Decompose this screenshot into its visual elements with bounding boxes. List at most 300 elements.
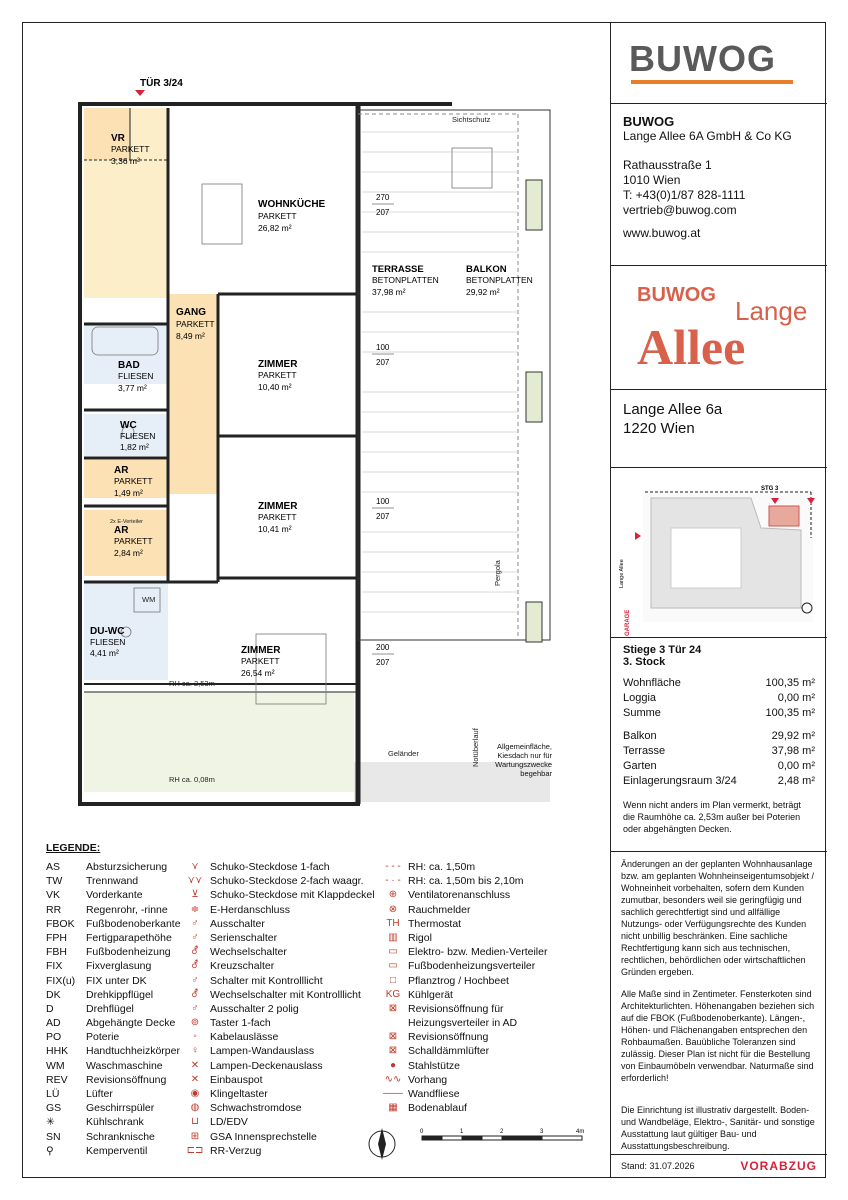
room-floor: PARKETT [176, 319, 215, 329]
legend-abbr: FBH [46, 946, 67, 959]
room-name: AR [114, 465, 129, 476]
legend-item [46, 1087, 186, 1101]
legend-item [180, 988, 380, 1002]
legend-text: Fixverglasung [86, 960, 152, 973]
legend-text: Wandfliese [408, 1088, 460, 1100]
legend-item [46, 959, 186, 973]
legend-symbol-icon: □ [389, 974, 397, 986]
legend-symbol-icon: ⊕ [388, 889, 398, 901]
room-area: 3,36 m² [111, 156, 140, 166]
legend-item [46, 888, 186, 902]
project-logo-lange: Lange [735, 296, 808, 326]
area-value: 29,92 m² [771, 730, 815, 742]
legend-text: Klingeltaster [210, 1088, 268, 1100]
room-area: 2,84 m² [114, 548, 143, 558]
legend-abbr: FIX [46, 960, 63, 973]
address-line1: Lange Allee 6a [623, 401, 723, 418]
scale-north [364, 1122, 604, 1168]
legend-text: LD/EDV [210, 1116, 248, 1129]
area-row [623, 759, 815, 774]
buwog-logo: BUWOG [629, 38, 776, 79]
legend-symbol-icon: ⋎ [191, 861, 199, 872]
legend-item [46, 1044, 186, 1058]
company-street: Rathausstraße 1 [623, 158, 712, 172]
legend-text: Trennwand [86, 875, 139, 888]
legend-text: Handtuchheizkörper [86, 1045, 180, 1058]
room-floor: PARKETT [114, 536, 153, 546]
legend-item [180, 1002, 380, 1016]
legend-symbol-icon: ▭ [388, 946, 398, 958]
legend-symbol-icon: ◍ [190, 1102, 200, 1114]
legend-item [46, 974, 186, 988]
dim-a: 200 [376, 643, 390, 652]
legend-text: Drehkippflügel [86, 988, 154, 1001]
room-name: ZIMMER [258, 359, 298, 370]
legend-abbr: RR [46, 903, 62, 916]
legend-item [180, 945, 380, 959]
legend-item [180, 1073, 380, 1087]
label-wm: WM [142, 595, 156, 604]
legend-text: Schuko-Steckdose 2-fach waagr. [210, 875, 364, 888]
legend-text: Schalldämmlüfter [408, 1045, 490, 1058]
legend-abbr: REV [46, 1073, 68, 1086]
legend-text: Pflanztrog / Hochbeet [408, 974, 509, 987]
legend-item [378, 888, 608, 902]
project-logo-box [611, 266, 827, 390]
note-dims: Alle Maße sind in Zentimeter. Fensterkoten sind Architekturlichten. Höhenangaben beziehen sich auf die FBOK (Fußbodenoberkante). Längen-, Höhen- und Flächenangaben entsprechen den Rohbaumaßen. Bauübliche Toleranzen sind zulässig. Dieser Plan ist nicht für die Bestellung von Einbaumöbeln verwendbar. Naturmaße sind erforderlich! [621, 989, 815, 1083]
info-panel [610, 22, 826, 1178]
legend-item [378, 1087, 608, 1101]
legend-text: Schuko-Steckdose 1-fach [210, 861, 330, 873]
legend-symbol-icon [378, 1016, 408, 1030]
legend-item [378, 988, 608, 1002]
areas-outdoor [623, 729, 815, 789]
legend-text: Taster 1-fach [210, 1017, 271, 1030]
legend-item [180, 931, 380, 945]
legend-text: Kabelauslässe [210, 1031, 279, 1044]
area-label: Einlagerungsraum 3/24 [623, 775, 737, 787]
legend-item [180, 1030, 380, 1044]
buwog-logo-box [611, 22, 827, 104]
legend-symbol-icon: ♂ [191, 931, 199, 943]
scale-tick: 3 [540, 1129, 544, 1135]
legend-col-misc [378, 860, 608, 1115]
legend-abbr: GS [46, 1102, 62, 1115]
legend-symbol-icon: ⊗ [388, 903, 398, 915]
room-floor: BETONPLATTEN [466, 275, 533, 285]
legend-symbol-icon: ∿∿ [384, 1073, 402, 1085]
legend-abbr: D [46, 1002, 54, 1015]
legend-text: Schranknische [86, 1130, 155, 1143]
room-name: WC [120, 420, 137, 431]
legend-item [46, 917, 186, 931]
area-label: Summe [623, 707, 661, 719]
area-value: 0,00 m² [777, 692, 815, 704]
logo-underline [631, 80, 793, 84]
label-rh1: RH ca. 2,53m [169, 679, 215, 688]
legend-item [46, 1101, 186, 1115]
room-floor: FLIESEN [118, 371, 154, 381]
legend-item [378, 945, 608, 959]
legend-symbol-icon: —— [383, 1088, 403, 1099]
legend-item [180, 1144, 380, 1158]
legend-item [180, 903, 380, 917]
company-city: 1010 Wien [623, 173, 681, 187]
room-area: 26,82 m² [258, 223, 292, 233]
legend-item [378, 974, 608, 988]
note-changes: Änderungen an der geplanten Wohnhausanlage bzw. am geplanten Wohnheinseigentumsobjekt / Wohneinheit vorbehalten, sofern dem Kunden zumutbar, besonders weil sie geringfügig und sachlich gerechtfertigt sind und allfällige Nutzungs- oder Verfügungsrechte des Kunden nicht unbillig beschränken. Eine sachliche Rechtfertigung kann sich aus technischen, rechtlichen, behördlichen oder wirtschaftlichen Gründen ergeben. [621, 859, 814, 977]
legend-text: Absturzsicherung [86, 861, 168, 873]
room-floor: PARKETT [241, 656, 280, 666]
label-notueberlauf: Notüberlauf [471, 728, 480, 767]
legend-text: RH: ca. 1,50m bis 2,10m [408, 875, 524, 888]
legend-item [46, 1115, 186, 1129]
label-pergola: Pergola [493, 560, 502, 586]
legend-symbol-icon: ⊠ [388, 1045, 398, 1057]
room-area: 1,82 m² [120, 442, 149, 452]
legend-item [378, 860, 608, 874]
label-gelaender: Geländer [388, 749, 419, 758]
legend-text: E-Herdanschluss [210, 903, 290, 916]
legend-item [378, 1101, 608, 1115]
legend-abbr: AD [46, 1017, 61, 1030]
legend-symbol-icon: ⊠ [388, 1031, 398, 1043]
legend-text: Einbauspot [210, 1073, 263, 1086]
room-floor: BETONPLATTEN [372, 275, 439, 285]
room-name: GANG [176, 307, 206, 318]
label-sichtschutz: Sichtschutz [452, 115, 491, 124]
project-logo-allee: Allee [637, 319, 746, 375]
legend-text: Kemperventil [86, 1144, 148, 1157]
floor-plan [22, 22, 610, 842]
legend-abbr: TW [46, 875, 63, 888]
legend-text: Kühlgerät [408, 988, 453, 1001]
legend-text: Fertigparapethöhe [86, 931, 172, 944]
legend-symbol-icon: ✕ [190, 1073, 200, 1085]
company-box [611, 104, 827, 266]
area-label: Terrasse [623, 745, 666, 757]
legend-text: Ausschalter 2 polig [210, 1002, 299, 1015]
room-name: WOHNKÜCHE [258, 199, 326, 210]
dim-b: 207 [376, 658, 390, 667]
room-floor: PARKETT [111, 144, 150, 154]
legend-title: LEGENDE: [46, 842, 101, 854]
room-area: 1,49 m² [114, 488, 143, 498]
legend-text: Bodenablauf [408, 1102, 467, 1115]
area-label: Wohnfläche [623, 677, 681, 689]
legend-text: Drehflügel [86, 1002, 134, 1015]
room-name: DU-WC [90, 626, 125, 637]
room-name: BAD [118, 360, 140, 371]
legend-text: Vorderkante [86, 889, 143, 902]
legend-symbol-icon: - · - [385, 875, 401, 887]
area-row [623, 691, 815, 706]
siteplan-box [611, 468, 827, 638]
legend-text: Revisionsöffnung [408, 1031, 489, 1044]
legend-text: Schuko-Steckdose mit Klappdeckel [210, 889, 375, 902]
legend-text: Wechselschalter [210, 946, 287, 959]
legend-item [378, 874, 608, 888]
legend-symbol-icon: KG [385, 988, 401, 1000]
legend-symbol-icon: ⚦ [190, 946, 200, 958]
legend-abbr: ✳ [46, 1116, 55, 1129]
entry-arrow-icon [135, 90, 145, 96]
scale-tick: 0 [420, 1129, 424, 1135]
legend-item [378, 1016, 608, 1030]
legend-text: Kühlschrank [86, 1116, 144, 1129]
legend-text: Vorhang [408, 1073, 448, 1086]
area-row [623, 706, 815, 721]
legend-item [46, 1030, 186, 1044]
legend-item [46, 903, 186, 917]
legend-symbol-icon: ● [389, 1059, 397, 1071]
area-label: Balkon [623, 730, 657, 742]
legend-item [180, 1101, 380, 1115]
legend-item [180, 1059, 380, 1073]
area-value: 0,00 m² [777, 760, 815, 772]
legend-item [180, 874, 380, 888]
legend-abbr: PO [46, 1031, 62, 1044]
scale-tick: 2 [500, 1129, 504, 1135]
legend-symbol-icon: ◉ [190, 1088, 200, 1099]
legend-text: RH: ca. 1,50m [408, 861, 476, 873]
legend-symbol-icon: ♂ [191, 974, 199, 986]
legend-symbol-icon: ⊚ [190, 1017, 200, 1029]
dim-b: 207 [376, 512, 390, 521]
room-name: TERRASSE [372, 264, 424, 275]
legend-item [46, 931, 186, 945]
legend-abbr: HHK [46, 1045, 69, 1058]
legend-text: Revisionsöffnung für [408, 1002, 504, 1015]
legend-symbol-icon: - - - [385, 861, 401, 872]
legend-symbol-icon: ⊞ [190, 1130, 200, 1142]
legend-item [180, 1016, 380, 1030]
legend-text: Stahlstütze [408, 1059, 460, 1072]
legend-text: RR-Verzug [210, 1144, 262, 1157]
legend-symbol-icon: ⊠ [388, 1002, 398, 1014]
unit-title: Stiege 3 Tür 24 [623, 644, 702, 656]
room-area: 8,49 m² [176, 331, 205, 341]
address-box [611, 390, 827, 468]
legend-item [180, 1130, 380, 1144]
legend-item [46, 1059, 186, 1073]
legend-text: Rauchmelder [408, 903, 471, 916]
area-row [623, 744, 815, 759]
legend-text: Schwachstromdose [210, 1102, 302, 1115]
room-floor: PARKETT [258, 370, 297, 380]
legend-item [180, 917, 380, 931]
legend-item [180, 1044, 380, 1058]
legend-item [180, 888, 380, 902]
label-allgemeinflaeche: Allgemeinfläche, Kiesdach nur für Wartungszwecke begehbar [495, 742, 552, 778]
dim-b: 207 [376, 358, 390, 367]
legend-abbr: DK [46, 988, 61, 1001]
room-area: 26,54 m² [241, 668, 275, 678]
legend-item [46, 1130, 186, 1144]
legend-item [46, 874, 186, 888]
room-name: AR [114, 525, 129, 536]
legend-symbol-icon: ⚦ [190, 988, 200, 1000]
legend-abbr: FPH [46, 931, 67, 944]
unit-floor: 3. Stock [623, 656, 666, 668]
label-rh2: RH ca. 0,08m [169, 775, 215, 784]
unit-data-box [611, 638, 827, 852]
area-row [623, 774, 815, 789]
legend-symbol-icon: ⊔ [191, 1116, 199, 1128]
legend-item [46, 988, 186, 1002]
legend-symbol-icon: ◦ [193, 1031, 197, 1043]
legend-symbol-icon: ▥ [388, 931, 398, 943]
label-e-verteiler: 2x E-Verteiler [110, 519, 144, 525]
legend-text: Kreuzschalter [210, 960, 275, 973]
legend-symbol-icon: ⋎⋎ [187, 875, 203, 887]
legend-symbol-icon: ♂ [191, 1002, 199, 1014]
company-email[interactable]: vertrieb@buwog.com [623, 203, 737, 217]
legend-item [180, 1115, 380, 1129]
legend-text: Fußbodenheizungsverteiler [408, 960, 536, 973]
legend-symbol-icon: ▭ [388, 960, 398, 972]
legend-abbr: LÜ [46, 1088, 60, 1100]
legend-item [378, 903, 608, 917]
siteplan-map [611, 468, 827, 638]
room-area: 4,41 m² [90, 648, 119, 658]
legend-text: Schalter mit Kontrolllicht [210, 974, 323, 987]
legend-text: Revisionsöffnung [86, 1073, 167, 1086]
legend-item [180, 860, 380, 874]
legend-text: GSA Innensprechstelle [210, 1130, 317, 1143]
room-area: 10,41 m² [258, 524, 292, 534]
legend-symbol-icon: ✕ [190, 1059, 200, 1071]
legend-item [46, 1002, 186, 1016]
footer-box [611, 1154, 827, 1179]
room-floor: FLIESEN [120, 431, 156, 441]
legend-text: Waschmaschine [86, 1059, 163, 1072]
siteplan-street: Lange Allee [619, 559, 625, 588]
legend-item [46, 945, 186, 959]
legend-text: Lampen-Wandauslass [210, 1045, 315, 1058]
legend-text: Thermostat [408, 917, 462, 930]
room-floor: PARKETT [258, 211, 297, 221]
legend-item [378, 1059, 608, 1073]
legend-symbol-icon: TH [386, 917, 400, 929]
room-name: BALKON [466, 264, 507, 275]
legend-text: FIX unter DK [86, 974, 147, 987]
scale-tick: 1 [460, 1129, 464, 1135]
legend-abbr: AS [46, 861, 61, 873]
area-value: 37,98 m² [771, 745, 815, 757]
legend-symbol-icon: ⊻ [191, 889, 199, 901]
legend-item [180, 959, 380, 973]
door-label: TÜR 3/24 [140, 78, 183, 89]
legend-item [46, 1073, 186, 1087]
company-sub: Lange Allee 6A GmbH & Co KG [623, 129, 792, 143]
legend-text: Ventilatorenanschluss [408, 889, 511, 902]
legend-text: Serienschalter [210, 931, 278, 944]
area-value: 100,35 m² [765, 677, 815, 689]
legend-item [378, 1030, 608, 1044]
legend-item [180, 1087, 380, 1101]
room-floor: PARKETT [114, 476, 153, 486]
room-name: VR [111, 133, 125, 144]
area-value: 2,48 m² [777, 775, 815, 787]
legend-text: Poterie [86, 1031, 120, 1044]
legend-symbol-icon: ⊏⊐ [186, 1144, 204, 1156]
room-floor: FLIESEN [90, 637, 126, 647]
legend-col-electric [180, 860, 380, 1158]
siteplan-stg: STG 3 [761, 486, 779, 492]
dim-a: 100 [376, 497, 390, 506]
dim-a: 270 [376, 193, 390, 202]
legend-item [378, 931, 608, 945]
legend-text: Wechselschalter mit Kontrolllicht [210, 988, 361, 1001]
area-row [623, 676, 815, 691]
legend-abbr: FBOK [46, 917, 75, 930]
legend-text: Lampen-Deckenauslass [210, 1059, 323, 1072]
legend-text: Heizungsverteiler in AD [408, 1017, 518, 1030]
dim-b: 207 [376, 208, 390, 217]
legend-item [378, 917, 608, 931]
legend-item [46, 1016, 186, 1030]
room-area: 3,77 m² [118, 383, 147, 393]
area-label: Garten [623, 760, 657, 772]
legend-item [378, 959, 608, 973]
legend-text: Fußbodenoberkante [86, 917, 181, 930]
legend-text: Geschirrspüler [86, 1102, 155, 1115]
legend-symbol-icon: ⚦ [190, 960, 200, 972]
note-height: Wenn nicht anders im Plan vermerkt, beträgt die Raumhöhe ca. 2,53m außer bei Poterien oder abgehängten Decken. [623, 800, 801, 834]
company-web[interactable]: www.buwog.at [623, 226, 701, 240]
company-phone: T: +43(0)1/87 828-1111 [623, 188, 746, 202]
legend-item [378, 1044, 608, 1058]
legend-abbr: SN [46, 1130, 61, 1143]
legend-text: Rigol [408, 931, 432, 944]
room-name: ZIMMER [241, 645, 281, 656]
note-furnish: Die Einrichtung ist illustrativ dargestellt. Boden- und Wandbeläge, Elektro-, Sanitär- und sonstige Ausstattung laut gültiger Bau- und Ausstattungsbeschreibung. [621, 1105, 815, 1151]
areas-living [623, 676, 815, 721]
project-logo-buwog: BUWOG [637, 284, 716, 306]
legend-abbr: ⚲ [46, 1144, 54, 1157]
legend-item [46, 860, 186, 874]
legend-symbol-icon: ♀ [191, 1045, 199, 1057]
legend-symbol-icon: ≑ [190, 903, 200, 915]
siteplan-garage: GARAGE [625, 609, 631, 636]
room-name: ZIMMER [258, 501, 298, 512]
legend-text: Abgehängte Decke [86, 1017, 176, 1030]
address-line2: 1220 Wien [623, 420, 695, 437]
legend-text: Ausschalter [210, 917, 265, 930]
room-area: 37,98 m² [372, 287, 406, 297]
room-floor: PARKETT [258, 512, 297, 522]
legend-symbol-icon: ♂ [191, 917, 199, 929]
legend-symbol-icon: ▦ [388, 1102, 398, 1114]
legend-abbr: VK [46, 889, 61, 902]
legend-text: Lüfter [86, 1088, 113, 1100]
scale-tick: 4m [576, 1129, 585, 1135]
legend-text: Fußbodenheizung [86, 946, 171, 959]
legend-item [378, 1073, 608, 1087]
room-area: 10,40 m² [258, 382, 292, 392]
area-label: Loggia [623, 692, 657, 704]
company-name: BUWOG [623, 114, 675, 129]
footer-date: Stand: 31.07.2026 [621, 1161, 695, 1171]
legend-item [378, 1002, 608, 1016]
area-row [623, 729, 815, 744]
legend-text: Elektro- bzw. Medien-Verteiler [408, 946, 548, 959]
legend-abbr: FIX(u) [46, 974, 76, 987]
legend-text: Regenrohr, -rinne [86, 903, 168, 916]
room-area: 29,92 m² [466, 287, 500, 297]
area-value: 100,35 m² [765, 707, 815, 719]
